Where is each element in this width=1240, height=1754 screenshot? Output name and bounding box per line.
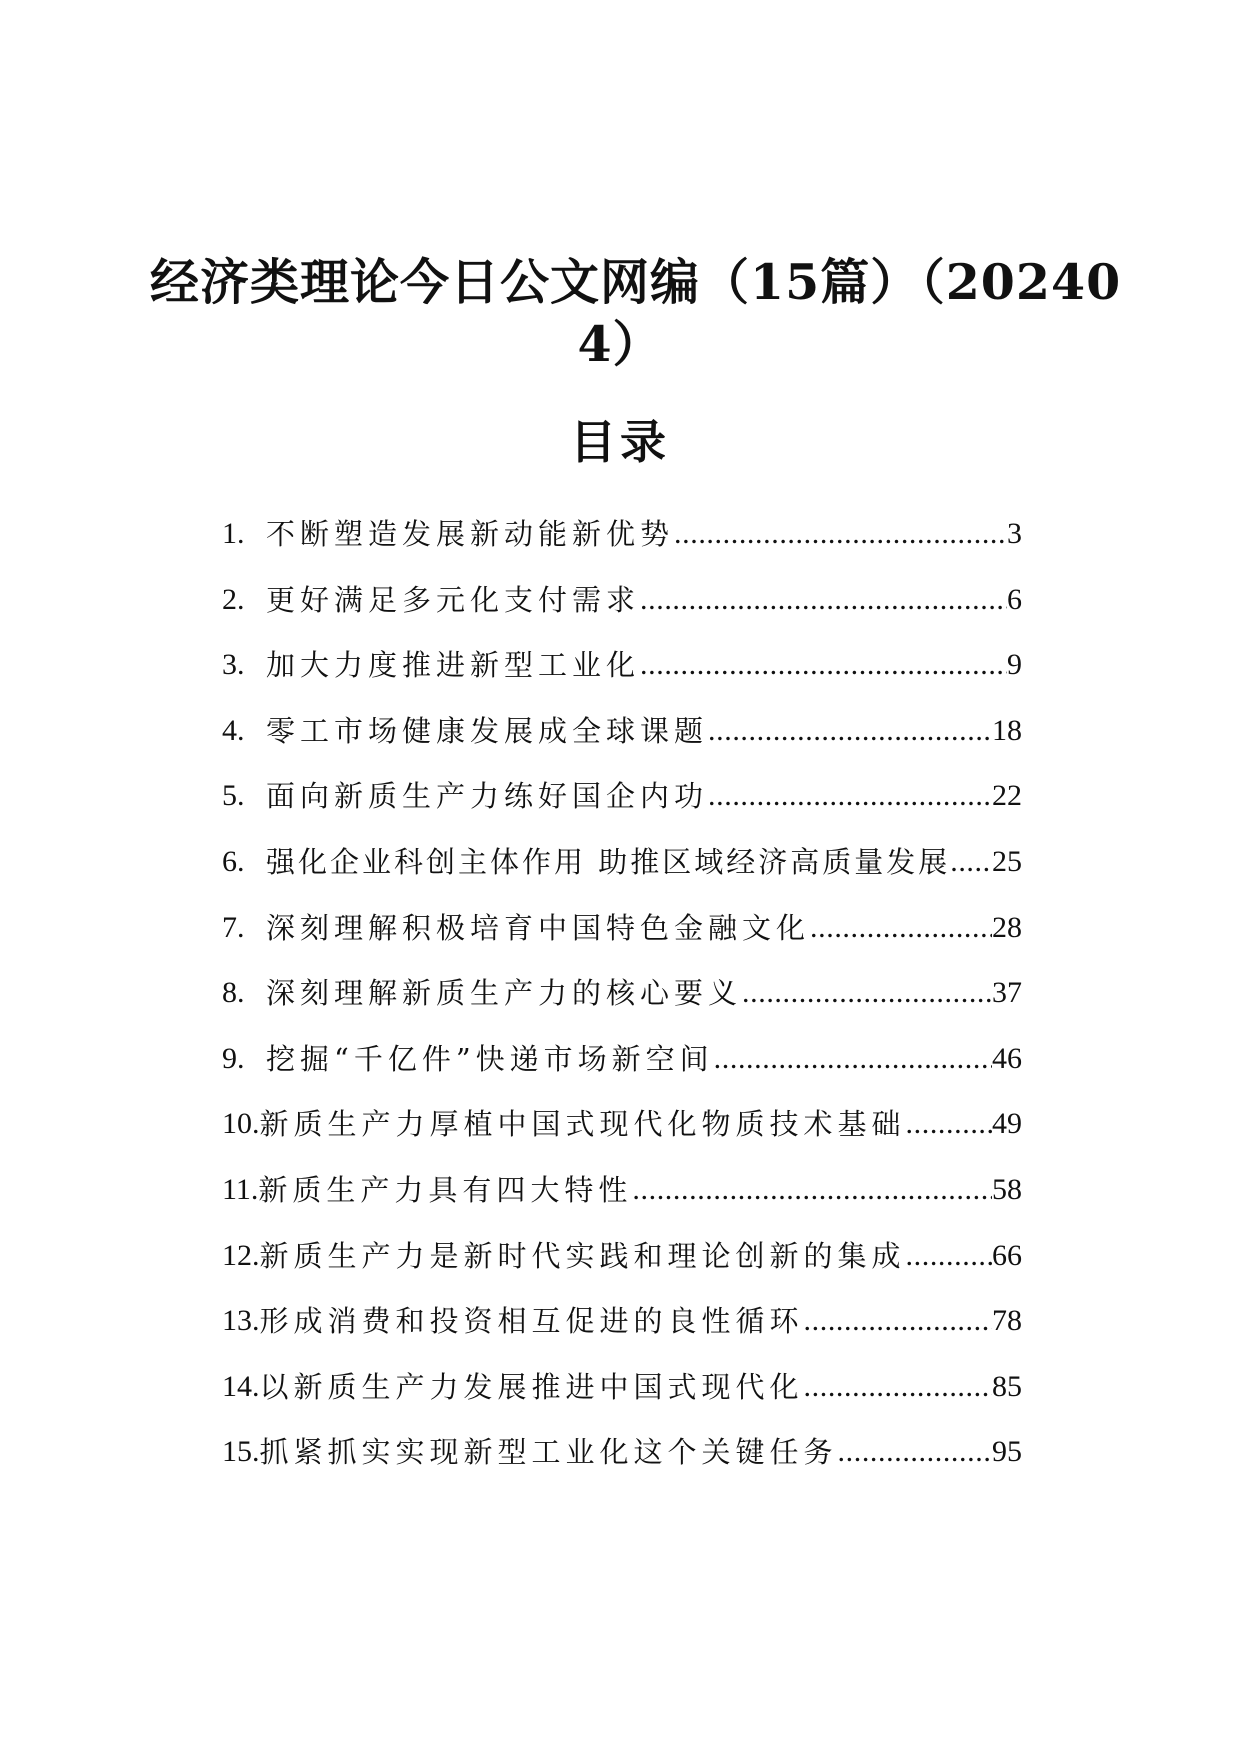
toc-entry-13[interactable]	[222, 1301, 1022, 1367]
toc-dot-leader	[708, 711, 992, 751]
toc-dot-leader	[674, 514, 1007, 554]
toc-entry-title: 抓紧抓实实现新型工业化这个关键任务	[259, 1435, 838, 1470]
toc-dot-leader	[906, 1104, 992, 1144]
toc-entry-number: 5.	[222, 779, 245, 813]
toc-entry-title: 不断塑造发展新动能新优势	[266, 517, 675, 551]
toc-entry-number: 11.	[222, 1172, 259, 1206]
toc-entry-page: 18	[992, 713, 1022, 747]
toc-entry-number: 7.	[222, 910, 245, 944]
toc-dot-leader	[632, 1170, 992, 1210]
toc-entry-14[interactable]	[222, 1367, 1022, 1433]
toc-dot-leader	[838, 1432, 992, 1472]
toc-entry-9[interactable]	[222, 1039, 1022, 1105]
toc-dot-leader	[714, 1039, 992, 1079]
document-title-line-2: 4）	[577, 314, 663, 373]
toc-dot-leader	[810, 908, 992, 948]
toc-dot-leader	[950, 842, 992, 882]
toc-entry-number: 2.	[222, 582, 245, 616]
toc-entry-title: 形成消费和投资相互促进的良性循环	[259, 1304, 804, 1339]
toc-entry-page: 25	[992, 844, 1022, 878]
toc-entry-number: 8.	[222, 976, 245, 1010]
toc-entry-5[interactable]	[222, 776, 1022, 842]
toc-entry-10[interactable]	[222, 1104, 1022, 1170]
toc-entry-title: 面向新质生产力练好国企内功	[266, 779, 709, 814]
toc-entry-page: 95	[992, 1435, 1022, 1469]
toc-dot-leader	[640, 645, 1007, 685]
toc-entry-page: 37	[992, 976, 1022, 1010]
toc-entry-title: 新质生产力厚植中国式现代化物质技术基础	[259, 1107, 906, 1142]
toc-entry-4[interactable]	[222, 711, 1022, 777]
toc-entry-number: 10.	[222, 1107, 260, 1141]
toc-entry-page: 6	[1007, 582, 1022, 616]
toc-dot-leader	[804, 1301, 992, 1341]
toc-entry-2[interactable]	[222, 580, 1022, 646]
table-of-contents	[222, 514, 1022, 1498]
toc-entry-page: 3	[1007, 517, 1022, 550]
toc-entry-number: 3.	[222, 648, 245, 682]
toc-entry-page: 49	[992, 1107, 1022, 1141]
toc-entry-number: 4.	[222, 713, 245, 747]
toc-entry-number: 6.	[222, 844, 245, 878]
toc-entry-page: 9	[1007, 648, 1022, 682]
toc-entry-8[interactable]	[222, 973, 1022, 1039]
toc-entry-number: 15.	[222, 1435, 260, 1469]
toc-entry-number: 13.	[222, 1304, 260, 1338]
toc-entry-3[interactable]	[222, 645, 1022, 711]
toc-entry-1[interactable]	[222, 514, 1022, 580]
toc-entry-title: 以新质生产力发展推进中国式现代化	[259, 1369, 804, 1404]
toc-entry-page: 22	[992, 779, 1022, 813]
toc-entry-page: 85	[992, 1369, 1022, 1403]
toc-entry-page: 78	[992, 1304, 1022, 1338]
toc-entry-7[interactable]	[222, 908, 1022, 974]
toc-entry-number: 12.	[222, 1238, 260, 1272]
toc-entry-page: 28	[992, 910, 1022, 944]
toc-entry-15[interactable]	[222, 1432, 1022, 1498]
toc-entry-number: 9.	[222, 1041, 245, 1075]
toc-entry-title: 挖掘“千亿件”快递市场新空间	[266, 1041, 714, 1076]
toc-entry-title: 新质生产力具有四大特性	[258, 1172, 633, 1207]
toc-entry-12[interactable]	[222, 1236, 1022, 1302]
toc-dot-leader	[906, 1236, 992, 1276]
toc-dot-leader	[742, 973, 992, 1013]
toc-entry-page: 66	[992, 1238, 1022, 1272]
toc-entry-title: 零工市场健康发展成全球课题	[266, 713, 709, 748]
document-title-line-1: 经济类理论今日公文网编（15篇）（20240	[150, 252, 1122, 311]
toc-entry-title: 深刻理解积极培育中国特色金融文化	[266, 910, 811, 945]
toc-heading: 目录	[570, 415, 670, 470]
toc-entry-6[interactable]	[222, 842, 1022, 908]
toc-entry-11[interactable]	[222, 1170, 1022, 1236]
toc-entry-title: 更好满足多元化支付需求	[266, 582, 641, 617]
toc-entry-title: 强化企业科创主体作用 助推区域经济高质量发展	[266, 844, 951, 879]
toc-entry-number: 1.	[222, 517, 245, 550]
toc-entry-title: 加大力度推进新型工业化	[266, 648, 641, 683]
toc-dot-leader	[708, 776, 992, 816]
toc-entry-title: 深刻理解新质生产力的核心要义	[266, 976, 743, 1011]
document-title	[150, 251, 1122, 375]
toc-entry-page: 46	[992, 1041, 1022, 1075]
toc-dot-leader	[804, 1367, 992, 1407]
toc-entry-page: 58	[992, 1172, 1022, 1206]
toc-dot-leader	[640, 580, 1007, 620]
toc-entry-number: 14.	[222, 1369, 260, 1403]
toc-entry-title: 新质生产力是新时代实践和理论创新的集成	[259, 1238, 906, 1273]
